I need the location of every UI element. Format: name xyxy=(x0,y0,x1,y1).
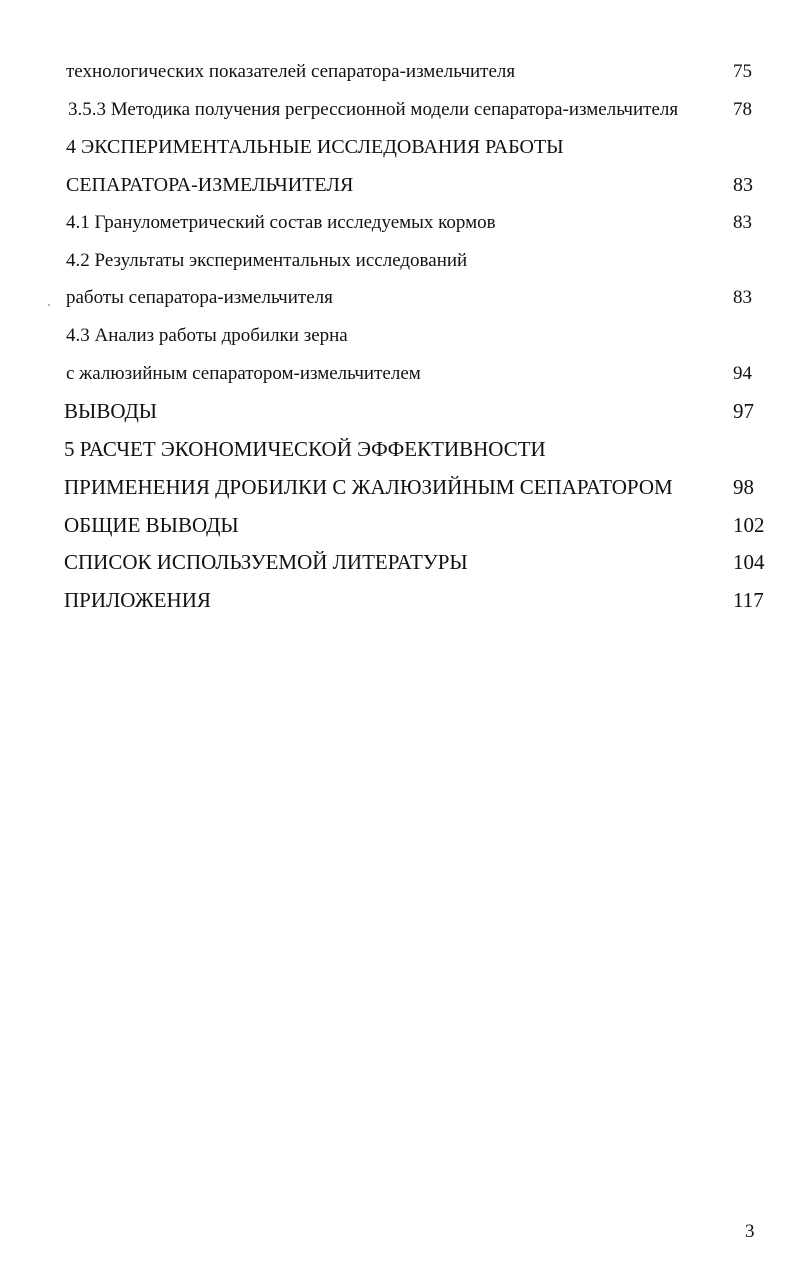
toc-entry-title: ПРИЛОЖЕНИЯ xyxy=(64,588,211,612)
toc-entry xyxy=(68,95,768,125)
toc-entry-title: 4.2 Результаты экспериментальных исследований xyxy=(66,250,468,271)
toc-entry-page: 83 xyxy=(733,212,752,233)
toc-entry-page: 83 xyxy=(733,174,753,196)
toc-entry xyxy=(66,170,766,200)
page-number: 3 xyxy=(745,1221,755,1242)
toc-entry xyxy=(64,396,764,426)
toc-entry xyxy=(64,547,764,577)
toc-entry-page: 75 xyxy=(733,61,752,82)
toc-entry-title: работы сепаратора-измельчителя xyxy=(66,287,333,308)
toc-entry-title: 5 РАСЧЕТ ЭКОНОМИЧЕСКОЙ ЭФФЕКТИВНОСТИ xyxy=(64,437,546,461)
toc-entry xyxy=(66,132,766,162)
toc-entry-page: 94 xyxy=(733,363,752,384)
toc-entry-title: технологических показателей сепаратора-измельчителя xyxy=(66,61,516,82)
toc-entry-page: 104 xyxy=(733,550,765,574)
toc-entry-page: 97 xyxy=(733,399,754,423)
toc-entry xyxy=(66,57,766,87)
toc-entry xyxy=(66,321,766,351)
toc-entry xyxy=(64,510,764,540)
toc-entry-page: 98 xyxy=(733,475,754,499)
toc-entry-title: 4.3 Анализ работы дробилки зерна xyxy=(66,325,348,346)
toc-entry-title: СПИСОК ИСПОЛЬЗУЕМОЙ ЛИТЕРАТУРЫ xyxy=(64,550,468,574)
toc-entry xyxy=(64,585,764,615)
toc-entry-title: ПРИМЕНЕНИЯ ДРОБИЛКИ С ЖАЛЮЗИЙНЫМ СЕПАРАТОРОМ xyxy=(64,475,673,499)
toc-entry-page: 83 xyxy=(733,287,752,308)
toc-entry-title: с жалюзийным сепаратором-измельчителем xyxy=(66,363,421,384)
toc-entry xyxy=(64,434,764,464)
toc-entry xyxy=(64,472,764,502)
toc-entry-page: 102 xyxy=(733,513,765,537)
toc-entry xyxy=(66,283,766,313)
toc-entry-title: СЕПАРАТОРА-ИЗМЕЛЬЧИТЕЛЯ xyxy=(66,174,354,196)
toc-entry-title: 4 ЭКСПЕРИМЕНТАЛЬНЫЕ ИССЛЕДОВАНИЯ РАБОТЫ xyxy=(66,136,564,158)
toc-entry-title: ОБЩИЕ ВЫВОДЫ xyxy=(64,513,239,537)
toc-entry-page: 78 xyxy=(733,99,752,120)
toc-entry xyxy=(66,208,766,238)
toc-entry xyxy=(66,246,766,276)
toc-entry-title: ВЫВОДЫ xyxy=(64,399,158,423)
toc-entry-title: 3.5.3 Методика получения регрессионной модели сепаратора-измельчителя xyxy=(68,99,679,120)
scan-speck xyxy=(48,304,50,306)
toc-entry xyxy=(66,359,766,389)
toc-entry-page: 117 xyxy=(733,588,764,612)
toc-entry-title: 4.1 Гранулометрический состав исследуемых кормов xyxy=(66,212,496,233)
